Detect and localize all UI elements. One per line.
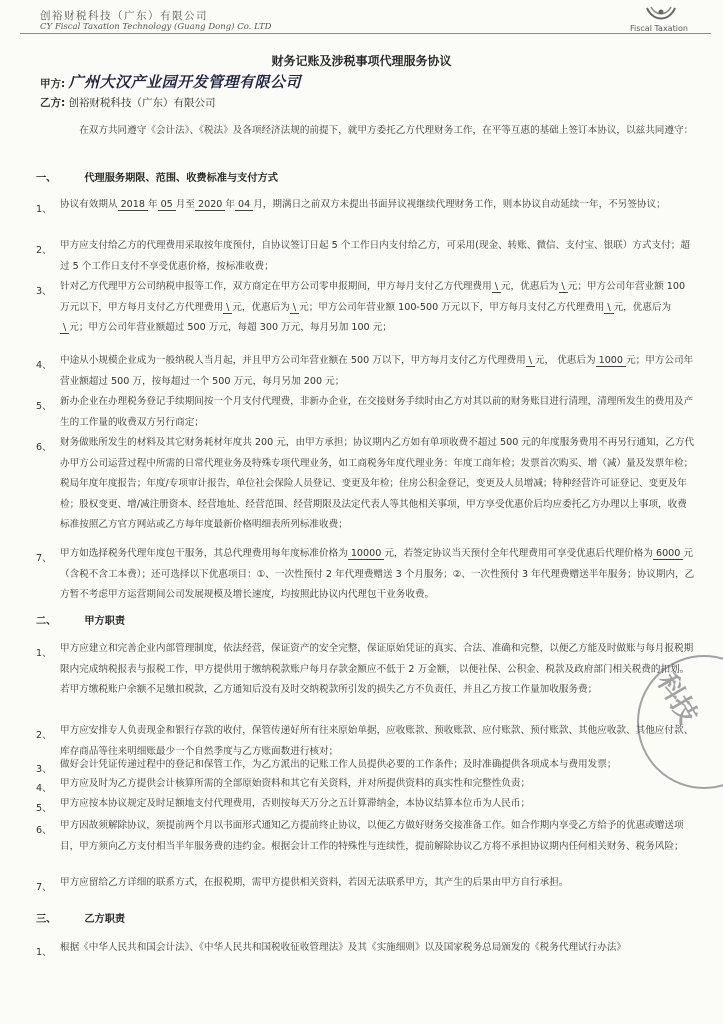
party-a xyxy=(40,71,301,92)
letterhead-divider xyxy=(20,33,711,34)
clause-1-7: 甲方如选择税务代理年度包干服务，其总代理费用每年度标准价格为 10000 元，若签定协议当天预付全年代理费用可享受优惠后代理价格为 6000 元（含税不含工本费）；还可选择以下优惠项目：①、一次性预付 2 年代理费赠送 3 个月服务；②、一次性预付 3 年代理费赠送半年服务；协议期内，乙方暂不考虑甲方运营期间公司发展规模及增长速度，均按照此协议内代理包干业务收费。 xyxy=(60,548,695,600)
clause-number: 1、 xyxy=(36,648,52,659)
clause-3-1: 根据《中华人民共和国会计法》、《中华人民共和国税收征收管理法》及其《实施细则》以及国家税务总局颁发的《税务代理试行办法》 xyxy=(60,942,627,953)
section-3-heading: 三、 乙方职责 xyxy=(36,914,126,925)
clause-2-5: 甲方应按本协议规定及时足额地支付代理费用，否则按每天万分之五计算滞纳金，本协议结算本位币为人民币； xyxy=(60,798,531,809)
party-a-label: 甲方: xyxy=(40,78,66,90)
clause-2-6: 甲方因故须解除协议，须提前两个月以书面形式通知乙方提前终止协议，以便乙方做好财务交接准备工作。如合作期内享受乙方给予的优惠或赠送项目，甲方须向乙方支付相当半年服务费的违约金。根据会计工作的特殊性与连续性，提前解除协议乙方将不承担协议期内任何相关财务、税务风险； xyxy=(60,820,684,852)
clause-number: 4、 xyxy=(36,783,52,794)
letterhead-company-cn: 创裕财税科技（广东）有限公司 xyxy=(40,10,208,22)
clause-1-3: 针对乙方代理甲方公司纳税申报等工作，双方商定在甲方公司零申报期间，甲方每月支付乙方代理费用 \ 元，优惠后为 \ 元；甲方公司年营业额 100 万元以下，甲方每月支付乙方代理费用 \ 元，优惠后为 \ 元；甲方公司年营业额 100-500 万元以下，甲方每月支付乙方代理费用 \ 元，优惠后为\ 元；甲方公司年营业额超过 500 万元，每超 300 万元，每月另加 100 元； xyxy=(60,281,686,333)
clause-number: 2、 xyxy=(36,730,52,741)
clause-number: 1、 xyxy=(36,947,52,958)
clause-number: 6、 xyxy=(36,825,52,836)
clause-2-3: 做好会计凭证传递过程中的登记和保管工作，为乙方派出的记账工作人员提供必要的工作条件；及时准确提供各项成本与费用发票； xyxy=(60,759,617,770)
clause-1-1: 协议有效期从 2018 年 05 月至 2020 年 04 月，期满日之前双方未提出书面异议视继续代理财务工作，则本协议自动延续一年，不另签协议； xyxy=(60,199,666,210)
clause-number: 1、 xyxy=(36,204,52,215)
letterhead-brand: Fiscal Taxation xyxy=(630,24,688,33)
clause-number: 7、 xyxy=(36,882,52,893)
clause-2-2: 甲方应安排专人负责现金和银行存款的收付，保管传递好所有往来原始单据，应收账款、预收账款、应付账款、预付账款、其他应收款、其他应付款、库存商品等往来明细账最少一个自然季度与乙方账面数进行核对； xyxy=(60,725,694,757)
document-title: 财务记账及涉税事项代理服务协议 xyxy=(271,54,452,68)
clause-number: 2、 xyxy=(36,245,52,256)
clause-1-4: 中途从小规模企业成为一般纳税人当月起，并且甲方公司年营业额在 500 万以下，甲方每月支付乙方代理费用 \ 元， 优惠后为 1000 元；甲方公司年营业额超过 500 万，按每超过一个 500 万元，每月另加 200 元； xyxy=(60,355,694,387)
clause-number: 7、 xyxy=(36,553,52,564)
section-2-heading: 二、 甲方职责 xyxy=(36,616,126,627)
clause-1-6: 财务做账所发生的材料及其它财务耗材年度共 200 元，由甲方承担；协议期内乙方如有单项收费不超过 500 元的年度服务费用不再另行通知，乙方代办甲方公司运营过程中所需的日常代理业务及特殊专项代理业务，如工商税务年度代理业务：年度工商年检；发票首次购买、增（减）量及发票年检；税局年度年度报告；年度/专项审计报告，单位社会保险人员登记、变更及年检；住房公积金登记，变更及人员增减；特种经营许可证登记、变更及年检；股权变更、增/减注册资本、经营地址、经营范围、经营期限及法定代表人等其他相关事项，甲方享受优惠价后均应委托乙方办理以上事项，收费标准按照乙方官方网站或乙方每年度最新价格明细表所列标准收费； xyxy=(60,437,695,530)
brand-logo-icon xyxy=(641,4,681,26)
clause-1-2: 甲方应支付给乙方的代理费用采取按年度预付，自协议签订日起 5 个工作日内支付给乙方，可采用(现金、转账、微信、支付宝、银联）方式支付；超过 5 个工作日支付不享受优惠价格，按标准收费； xyxy=(60,240,690,272)
party-b-label: 乙方: xyxy=(40,97,66,109)
seal-text: 科技 xyxy=(650,668,703,729)
clause-2-4: 甲方应及时为乙方提供会计核算所需的全部原始资料和其它有关资料，并对所提供资料的真实性和完整性负责； xyxy=(60,778,531,789)
preamble: 在双方共同遵守《会计法》、《税法》及各项经济法规的前提下，就甲方委托乙方代理财务工作，在平等互惠的基础上签订本协议，以兹共同遵守： xyxy=(79,125,694,136)
letterhead-company-en: CY Fiscal Taxation Technology (Guang Dong) Co. LTD xyxy=(40,22,272,32)
clause-number: 5、 xyxy=(36,803,52,814)
clause-2-7: 甲方应留给乙方详细的联系方式，在报税期，需甲方提供相关资料，若因无法联系甲方，其产生的后果由甲方自行承担。 xyxy=(60,877,569,888)
section-1-heading: 一、 代理服务期限、范围、收费标准与支付方式 xyxy=(36,173,278,184)
clause-number: 4、 xyxy=(36,360,52,371)
party-b xyxy=(40,95,216,110)
clause-number: 3、 xyxy=(36,764,52,775)
party-a-name: 广州大汉产业园开发管理有限公司 xyxy=(68,73,302,91)
clause-1-5: 新办企业在办理税务登记手续期间按一个月支付代理费，非新办企业，在交接财务手续时由乙方对其以前的财务账目进行清理，清理所发生的费用及产生的工作量的收费双方另行商定； xyxy=(60,396,694,428)
clause-2-1: 甲方应建立和完善企业内部管理制度，依法经营，保证资产的安全完整，保证原始凭证的真实、合法、准确和完整，以便乙方能及时做账与每月报税期限内完成纳税报表与报税工作，甲方提供用于缴纳税款账户每月存款金额应不低于 2 万金额， 以便社保、公积金、税款及政府部门相关税费的扣划。若甲方缴税账户余额不足缴扣税款，乙方通知后没有及时交纳税款所引发的损失乙方不负责任，并且乙方按工作量加收服务费； xyxy=(60,643,694,695)
party-b-name: 创裕财税科技（广东）有限公司 xyxy=(68,97,216,109)
clause-number: 5、 xyxy=(36,401,52,412)
clause-number: 6、 xyxy=(36,442,52,453)
clause-number: 3、 xyxy=(36,286,52,297)
